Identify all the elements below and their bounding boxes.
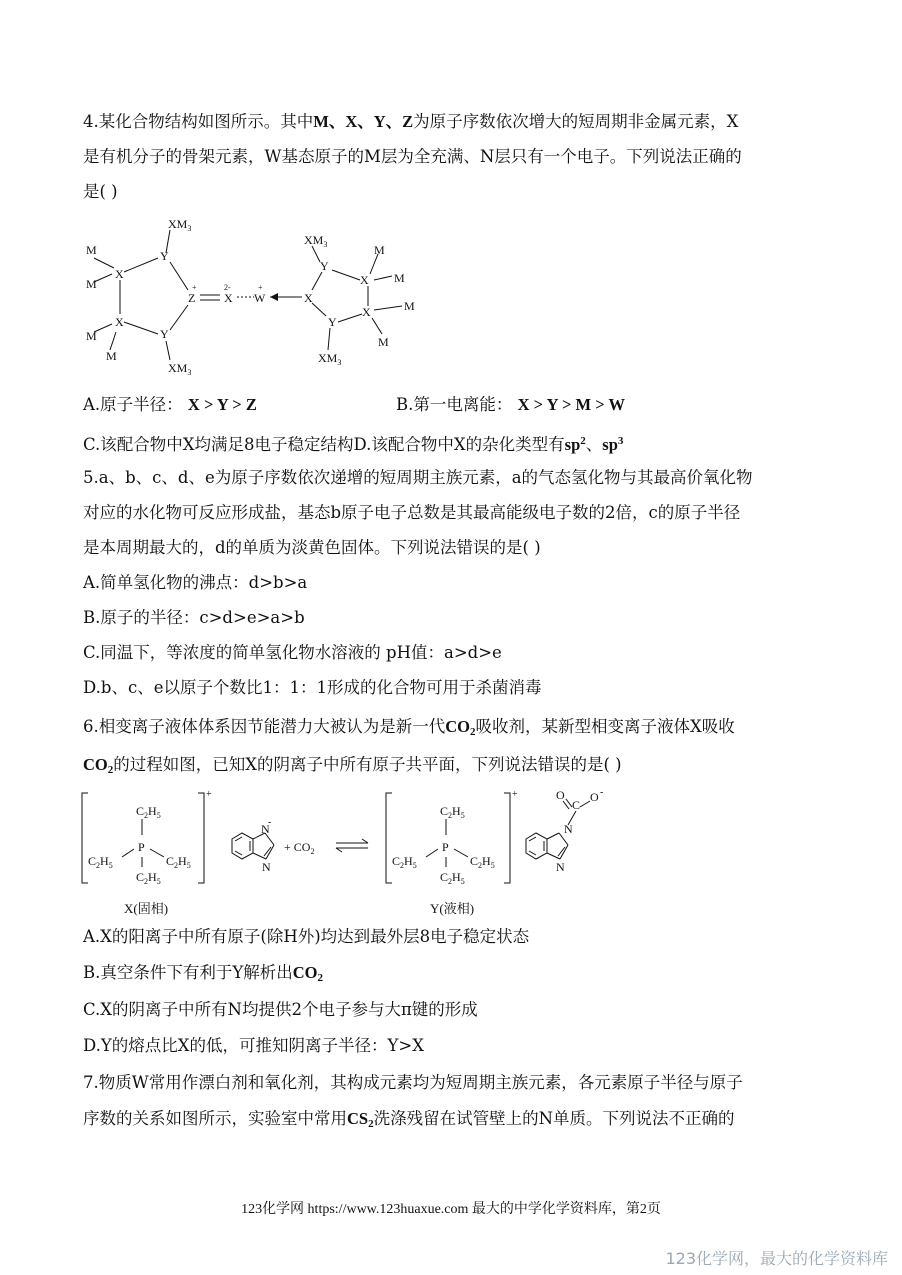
sup: 2: [580, 435, 586, 447]
svg-text:C2H5: [392, 854, 417, 870]
ethyl-c: C: [166, 854, 175, 868]
sub: 2: [144, 877, 149, 886]
svg-text:C2H5: [166, 854, 191, 870]
sub: 2: [317, 972, 324, 984]
atom-x: X: [362, 305, 371, 319]
sub: 2: [174, 861, 179, 870]
q4-option-d: D.该配合物中X的杂化类型有: [353, 435, 565, 454]
text: B.真空条件下有利于Y解析出: [83, 963, 293, 982]
atom-o: O: [590, 790, 599, 804]
text: 6.相变离子液体体系因节能潜力大被认为是新一代: [83, 717, 446, 736]
svg-text:XM3: $XM_3$: [318, 351, 342, 367]
q4-stem-line1: [83, 110, 738, 134]
svg-text:C2H5: [470, 854, 495, 870]
option-value: X > Y > Z: [187, 395, 257, 414]
atom-n: N: [261, 822, 270, 836]
text: 吸收剂，某新型相变离子液体X吸收: [475, 717, 735, 736]
atom-x: X: [115, 315, 124, 329]
atom-z: Z: [188, 291, 196, 305]
atom-n: N: [564, 822, 573, 836]
q6-option-c: C.X的阴离子中所有N均提供2个电子参与大π键的形成: [83, 1000, 478, 1019]
atom-x: X: [360, 273, 369, 287]
ethyl-h: H: [452, 870, 461, 884]
q6-reaction-figure: [78, 785, 638, 920]
charge-minus: -: [600, 787, 604, 798]
q6-option-b: [83, 961, 323, 990]
atom-c: C: [572, 798, 581, 812]
q6-stem-line1: [83, 715, 735, 744]
q6-stem-line2: [83, 753, 622, 782]
label-x-solid: X(固相): [124, 901, 169, 916]
svg-text:XM3: $XM_3$: [168, 361, 192, 377]
svg-text:C2H5: [136, 804, 161, 820]
ethyl-c: C: [88, 854, 97, 868]
ethyl-c: C: [136, 870, 145, 884]
q5-stem-line2: 对应的水化物可反应形成盐，基态b原子电子总数是其最高能级电子数的2倍，c的原子半径: [83, 503, 741, 522]
charge-plus: +: [192, 283, 197, 292]
svg-text:XM3: $XM_3$: [304, 233, 328, 249]
atom-m: M: [394, 271, 405, 285]
atom-y: Y: [160, 327, 169, 341]
atom-y: Y: [328, 315, 337, 329]
charge-plus: +: [258, 283, 263, 292]
q5-option-d: D.b、c、e以原子个数比1：1：1形成的化合物可用于杀菌消毒: [83, 678, 542, 697]
atom-n: N: [262, 860, 271, 874]
sub: 5: [156, 811, 161, 820]
ethyl-h: H: [148, 804, 157, 818]
q4-options-cd: [83, 429, 623, 457]
atom-x: X: [304, 291, 313, 305]
atom-x: X: [224, 291, 233, 305]
sub: 2: [310, 847, 315, 856]
ethyl-c: C: [136, 804, 145, 818]
atom-m: M: [86, 277, 97, 291]
q6-option-a: A.X的阳离子中所有原子(除H外)均达到最外层8电子稳定状态: [83, 927, 530, 946]
option-label: B.第一电离能：: [396, 395, 513, 414]
atom-y: Y: [160, 249, 169, 263]
ethyl-h: H: [452, 804, 461, 818]
sub: 2: [470, 726, 476, 738]
atom-n: N: [556, 860, 565, 874]
q4-option-b: [396, 393, 625, 417]
option-value: X > Y > M > W: [517, 395, 625, 414]
co2: CO: [83, 755, 108, 774]
atom-m: M: [378, 335, 389, 349]
sub: 2: [448, 877, 453, 886]
sp3: sp: [602, 435, 618, 454]
q5-option-b: B.原子的半径：c>d>e>a>b: [83, 608, 305, 627]
q5-stem-line3: 是本周期最大的，d的单质为淡黄色固体。下列说法错误的是( ): [83, 538, 541, 557]
group-xm3: XM: [318, 351, 338, 365]
sub: 2: [400, 861, 405, 870]
svg-text:C2H5: [136, 870, 161, 886]
q4-stem-text: 4.某化合物结构如图所示。其中: [83, 112, 314, 131]
sub: 5: [108, 861, 113, 870]
charge-plus: +: [206, 789, 212, 800]
ethyl-c: C: [440, 804, 449, 818]
q5-option-c: C.同温下，等浓度的简单氢化物水溶液的 pH值：a>d>e: [83, 643, 502, 662]
q5-stem-line1: 5.a、b、c、d、e为原子序数依次递增的短周期主族元素，a的气态氢化物与其最高价氧化物: [83, 468, 753, 487]
atom-p: P: [138, 840, 145, 854]
svg-text:C2H5: [440, 870, 465, 886]
sup: 3: [617, 435, 624, 447]
atom-p: P: [442, 840, 449, 854]
ethyl-h: H: [482, 854, 491, 868]
ethyl-c: C: [440, 870, 449, 884]
ethyl-c: C: [470, 854, 479, 868]
sub: 2: [368, 1118, 374, 1130]
q6-option-d: D.Y的熔点比X的低，可推知阴离子半径：Y>X: [83, 1036, 424, 1055]
plus-co2: + CO: [284, 840, 311, 854]
q7-stem-line1: 7.物质W常用作漂白剂和氧化剂，其构成元素均为短周期主族元素，各元素原子半径与原子: [83, 1073, 743, 1092]
group-xm3: XM: [304, 233, 324, 247]
sub: 5: [460, 877, 465, 886]
q4-option-c: C.该配合物中X均满足8电子稳定结构: [83, 435, 354, 454]
ethyl-h: H: [100, 854, 109, 868]
sp2: sp: [564, 435, 581, 454]
group-xm3: XM: [168, 361, 188, 375]
group-xm3: XM: [168, 217, 188, 231]
atom-y: Y: [320, 259, 329, 273]
q4-stem-line3: 是( ): [83, 182, 118, 201]
q4-structure-figure: [80, 210, 420, 385]
atom-m: M: [86, 329, 97, 343]
page-footer: 123化学网 https://www.123huaxue.com 最大的中学化学资料库，第2页: [241, 1202, 661, 1217]
text: 洗涤残留在试管壁上的N单质。下列说法不正确的: [373, 1109, 735, 1128]
svg-text:C2H5: [88, 854, 113, 870]
q5-option-a: A.简单氢化物的沸点：d>b>a: [83, 573, 308, 592]
atom-m: M: [106, 349, 117, 363]
sep: 、: [585, 435, 603, 454]
ethyl-c: C: [392, 854, 401, 868]
cs2: CS: [347, 1109, 369, 1128]
svg-text:C2H5: [440, 804, 465, 820]
atom-o: O: [556, 788, 565, 802]
atom-w: W: [254, 291, 266, 305]
text: 的过程如图，已知X的阴离子中所有原子共平面，下列说法错误的是( ): [113, 755, 622, 774]
co2: CO: [292, 963, 318, 982]
sub: 5: [460, 811, 465, 820]
text: 序数的关系如图所示，实验室中常用: [83, 1109, 347, 1128]
sub: 2: [107, 764, 114, 776]
ethyl-h: H: [404, 854, 413, 868]
svg-text:XM3: $XM_3$: [168, 217, 192, 233]
ethyl-h: H: [148, 870, 157, 884]
sub: 5: [490, 861, 495, 870]
sub: 2: [96, 861, 101, 870]
sub: 5: [412, 861, 417, 870]
sub: 5: [156, 877, 161, 886]
q4-stem-text: 为原子序数依次增大的短周期非金属元素，X: [413, 112, 739, 131]
atom-x: X: [115, 267, 124, 281]
svg-text:+ CO2: [284, 840, 314, 856]
charge-2minus: 2-: [224, 283, 231, 292]
charge-minus: -: [268, 817, 272, 828]
co2: CO: [445, 717, 470, 736]
label-y-liquid: Y(液相): [430, 901, 475, 916]
q7-stem-line2: [83, 1107, 735, 1136]
atom-m: M: [86, 243, 97, 257]
q4-option-a: [83, 393, 257, 417]
sub: 2: [448, 811, 453, 820]
sub: 2: [144, 811, 149, 820]
atom-m: M: [374, 243, 385, 257]
atom-m: M: [404, 299, 415, 313]
ethyl-h: H: [178, 854, 187, 868]
sub: 2: [478, 861, 483, 870]
option-label: A.原子半径：: [83, 395, 183, 414]
watermark: 123化学网，最大的化学资料库: [665, 1249, 888, 1268]
q4-stem-line2: 是有机分子的骨架元素，W基态原子的M层为全充满、N层只有一个电子。下列说法正确的: [83, 147, 742, 166]
charge-plus: +: [512, 789, 518, 800]
sub: 5: [186, 861, 191, 870]
q4-elements: M、X、Y、Z: [313, 112, 414, 131]
